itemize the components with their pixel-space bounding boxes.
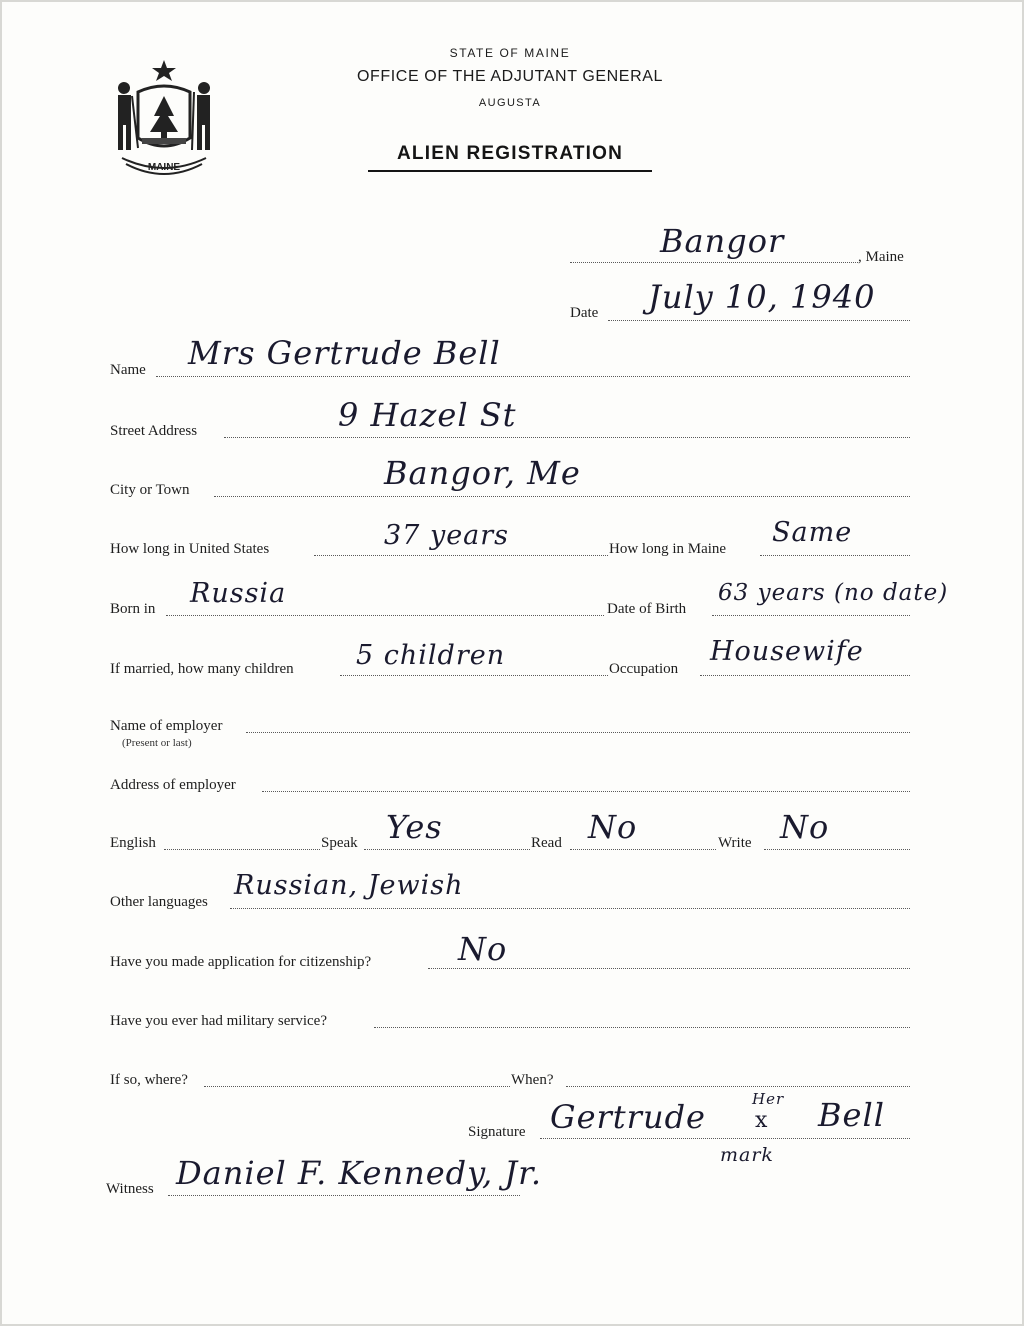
occupation-value: Housewife [710,636,864,667]
occupation-label: Occupation [609,661,679,677]
write-label: Write [718,835,752,851]
employer-sublabel: (Present or last) [122,737,192,749]
signature-field-line [540,1138,910,1139]
street-value: 9 Hazel St [338,396,517,434]
occupation-field-line [700,675,910,676]
born-in-value: Russia [190,578,287,609]
name-field-line [156,376,910,377]
street-label: Street Address [110,423,198,439]
witness-label: Witness [106,1181,154,1197]
employer-label: Name of employer [110,718,223,734]
name-label: Name [110,362,146,378]
place-value: Bangor [660,222,785,260]
military-field-line [374,1027,910,1028]
speak-value: Yes [386,808,443,846]
place-field-line [570,262,858,263]
read-field-line [570,849,716,850]
city-value: Bangor, Me [384,454,581,492]
employer-field-line [246,732,910,733]
date-field-line [608,320,910,321]
city-heading: AUGUSTA [478,97,542,109]
signature-label: Signature [468,1124,526,1140]
years-us-label: How long in United States [110,541,270,557]
title-underline [368,170,652,172]
where-field-line [204,1086,510,1087]
read-label: Read [531,835,562,851]
born-in-field-line [166,615,604,616]
employer-address-label: Address of employer [110,777,236,793]
signature-last: Bell [818,1096,885,1134]
when-label: When? [511,1072,554,1088]
born-in-label: Born in [110,601,156,617]
signature-first: Gertrude [550,1098,706,1136]
read-value: No [588,808,638,846]
date-label: Date [570,305,599,321]
citizenship-value: No [458,930,508,968]
place-suffix: , Maine [858,249,904,265]
witness-field-line [168,1195,520,1196]
date-value: July 10, 1940 [648,278,876,316]
children-label: If married, how many children [110,661,294,677]
street-field-line [224,437,910,438]
years-us-field-line [314,555,608,556]
signature-her: Her [752,1090,785,1108]
office-heading: OFFICE OF THE ADJUTANT GENERAL [356,68,664,85]
children-value: 5 children [356,640,506,671]
state-heading: STATE OF MAINE [449,46,571,60]
signature-mark: mark [720,1144,774,1166]
city-label: City or Town [110,482,190,498]
signature-x: x [755,1108,769,1133]
dob-field-line [712,615,910,616]
speak-label: Speak [321,835,358,851]
form-title: ALIEN REGISTRATION [396,143,624,164]
years-maine-field-line [760,555,910,556]
citizenship-field-line [428,968,910,969]
write-value: No [780,808,830,846]
witness-value: Daniel F. Kennedy, Jr. [176,1154,543,1192]
maine-state-seal-icon [108,58,220,182]
dob-label: Date of Birth [607,601,687,617]
other-languages-field-line [230,908,910,909]
where-label: If so, where? [110,1072,188,1088]
speak-field-line [364,849,530,850]
english-field-line [164,849,320,850]
military-label: Have you ever had military service? [110,1013,327,1029]
seal-motto: MAINE [147,162,181,173]
citizenship-label: Have you made application for citizenship? [110,954,372,970]
other-languages-label: Other languages [110,894,208,910]
employer-address-field-line [262,791,910,792]
children-field-line [340,675,608,676]
write-field-line [764,849,910,850]
years-us-value: 37 years [384,520,510,551]
when-field-line [566,1086,910,1087]
city-field-line [214,496,910,497]
english-label: English [110,835,156,851]
years-maine-value: Same [772,517,853,548]
other-languages-value: Russian, Jewish [234,870,464,901]
years-maine-label: How long in Maine [609,541,727,557]
name-value: Mrs Gertrude Bell [188,334,501,372]
dob-value: 63 years (no date) [718,580,949,606]
